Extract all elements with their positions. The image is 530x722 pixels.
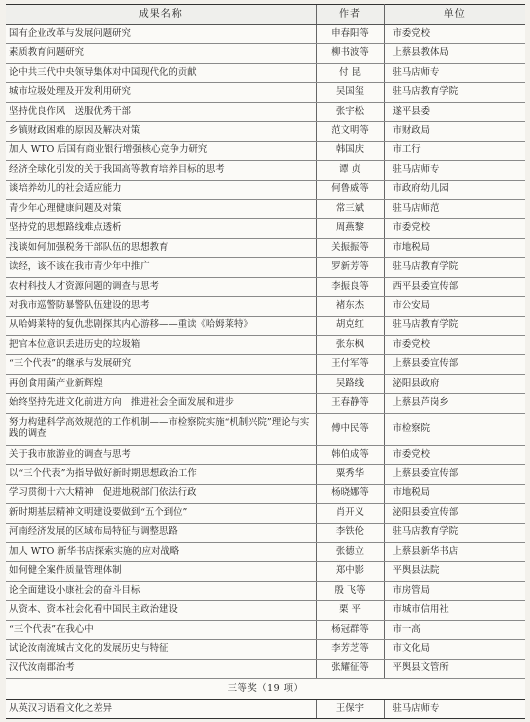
cell-author: 谭 贞 [316,161,384,180]
cell-title: 始终坚持先进文化前进方向 推进社会全面发展和进步 [6,394,316,413]
table-row [6,413,525,445]
cell-author: 韩伯成等 [316,445,384,464]
cell-author: 李芳芝等 [316,640,384,659]
cell-author: 王保宇 [316,700,384,719]
table-row [6,297,525,316]
table-row [6,700,525,719]
table-header-row [6,5,525,25]
cell-title: 从资本、资本社会化看中国民主政治建设 [6,601,316,620]
cell-unit: 驻马店教育学院 [384,316,525,335]
cell-unit: 平舆县法院 [384,562,525,581]
cell-unit: 市地税局 [384,484,525,503]
cell-author: 周燕黎 [316,219,384,238]
cell-author: 张东枫 [316,336,384,355]
cell-title: 经济全球化引发的关于我国高等教育培养目标的思考 [6,161,316,180]
cell-title: 国有企业改革与发展问题研究 [6,25,316,44]
table-row [6,640,525,659]
cell-unit: 市工行 [384,141,525,160]
cell-title: 谈培养幼儿的社会适应能力 [6,180,316,199]
cell-unit: 驻马店师范 [384,199,525,218]
cell-author: 何鲁威等 [316,180,384,199]
table-row [6,102,525,121]
cell-unit: 市城市信用社 [384,601,525,620]
table-row [6,620,525,639]
cell-title: 浅谈如何加强税务干部队伍的思想教育 [6,238,316,257]
table-row [6,465,525,484]
cell-author: 肖开义 [316,504,384,523]
cell-unit: 上蔡县教体局 [384,44,525,63]
cell-title: 青少年心理健康问题及对策 [6,199,316,218]
cell-author: 关振振等 [316,238,384,257]
cell-unit: 驻马店师专 [384,63,525,82]
cell-author: 柳书波等 [316,44,384,63]
cell-title: 以“三个代表”为指导做好新时期思想政治工作 [6,465,316,484]
cell-author: 张耀征等 [316,659,384,678]
table-row [6,122,525,141]
cell-author: 吴国玺 [316,83,384,102]
cell-unit: 驻马店师专 [384,161,525,180]
cell-author: 付 昆 [316,63,384,82]
cell-title: 读经，该不该在我市青少年中推广 [6,258,316,277]
table-row [6,83,525,102]
cell-unit: 西平县委宣传部 [384,277,525,296]
cell-author: 胡克红 [316,316,384,335]
cell-unit: 驻马店教育学院 [384,83,525,102]
table-row [6,238,525,257]
table-row [6,504,525,523]
cell-unit: 市一高 [384,620,525,639]
cell-unit: 市房管局 [384,581,525,600]
cell-author: 张宇松 [316,102,384,121]
cell-author: 杨晓娜等 [316,484,384,503]
cell-author: 范文明等 [316,122,384,141]
cell-author: 杨冠群等 [316,620,384,639]
cell-author: 殷 飞等 [316,581,384,600]
table-row [6,581,525,600]
section-heading: 三等奖（19 项） [6,679,525,700]
cell-title: 对我市巡警防暴警队伍建设的思考 [6,297,316,316]
table-row [6,562,525,581]
table-row [6,601,525,620]
table-row [6,542,525,561]
cell-unit: 市公安局 [384,297,525,316]
cell-title: 新时期基层精神文明建设要做到“五个到位” [6,504,316,523]
table-row [6,25,525,44]
cell-title: 再创食用菌产业新辉煌 [6,374,316,393]
cell-title: 论全面建设小康社会的奋斗目标 [6,581,316,600]
table-row [6,445,525,464]
cell-unit: 市文化局 [384,640,525,659]
cell-unit: 泌阳县政府 [384,374,525,393]
table-body [6,25,525,719]
cell-author: 李铁伦 [316,523,384,542]
table-row [6,63,525,82]
cell-title: 把官本位意识丢进历史的垃圾箱 [6,336,316,355]
cell-author: 罗新芳等 [316,258,384,277]
cell-unit: 市委党校 [384,336,525,355]
cell-title: 如何健全案件质量管理体制 [6,562,316,581]
cell-author: 栗 平 [316,601,384,620]
cell-title: “三个代表”在我心中 [6,620,316,639]
cell-unit: 遂平县委 [384,102,525,121]
cell-unit: 市财政局 [384,122,525,141]
cell-title: 河南经济发展的区域布局特征与调整思路 [6,523,316,542]
table-row [6,484,525,503]
cell-title: 乡镇财政困难的原因及解决对策 [6,122,316,141]
cell-unit: 市检察院 [384,413,525,445]
cell-unit: 市政府幼儿园 [384,180,525,199]
cell-unit: 市委党校 [384,219,525,238]
section-heading-row [6,679,525,700]
table-row [6,277,525,296]
cell-title: 汉代汝南郡治考 [6,659,316,678]
cell-author: 王春静等 [316,394,384,413]
table-row [6,336,525,355]
table-row [6,394,525,413]
table-row [6,219,525,238]
table-row [6,523,525,542]
cell-unit: 驻马店教育学院 [384,523,525,542]
cell-unit: 市委党校 [384,445,525,464]
cell-unit: 驻马店教育学院 [384,258,525,277]
cell-author: 常三斌 [316,199,384,218]
header-title: 成果名称 [6,5,316,25]
table-row [6,180,525,199]
table-row [6,374,525,393]
table-row [6,258,525,277]
cell-unit: 上蔡县委宣传部 [384,355,525,374]
cell-author: 李振良等 [316,277,384,296]
cell-author: 申春阳等 [316,25,384,44]
cell-title: 努力构建科学高效规范的工作机制——市检察院实施“机制兴院”理论与实践的调查 [6,413,316,445]
cell-unit: 上蔡县芦岗乡 [384,394,525,413]
cell-title: 加人 WTO 后国有商业银行增强核心竞争力研究 [6,141,316,160]
cell-title: 农村科技人才资源问题的调查与思考 [6,277,316,296]
cell-title: 试论汝南流城古文化的发展历史与特征 [6,640,316,659]
cell-title: 坚持优良作风 送服优秀干部 [6,102,316,121]
table-row [6,141,525,160]
cell-title: 加人 WTO 新华书店探索实施的应对战略 [6,542,316,561]
cell-title: 坚持党的思想路线难点透析 [6,219,316,238]
table-row [6,659,525,678]
cell-author: 王付军等 [316,355,384,374]
results-table [6,4,525,719]
cell-title: 从英汉习语看文化之差异 [6,700,316,719]
cell-unit: 市地税局 [384,238,525,257]
document-page [6,4,525,719]
cell-title: 城市垃圾处理及开发利用研究 [6,83,316,102]
cell-unit: 上蔡县新华书店 [384,542,525,561]
cell-unit: 市委党校 [384,25,525,44]
cell-author: 郑中影 [316,562,384,581]
cell-title: “三个代表”的继承与发展研究 [6,355,316,374]
cell-author: 褚东杰 [316,297,384,316]
cell-title: 关于我市旅游业的调查与思考 [6,445,316,464]
cell-title: 论中共三代中央领导集体对中国现代化的贡献 [6,63,316,82]
cell-author: 张德立 [316,542,384,561]
table-row [6,355,525,374]
cell-author: 韩国庆 [316,141,384,160]
cell-title: 素质教育问题研究 [6,44,316,63]
header-unit: 单位 [384,5,525,25]
cell-unit: 上蔡县委宣传部 [384,465,525,484]
table-row [6,44,525,63]
cell-author: 粟秀华 [316,465,384,484]
cell-title: 学习贯彻十六大精神 促进地税部门依法行政 [6,484,316,503]
table-row [6,199,525,218]
cell-author: 傅中民等 [316,413,384,445]
table-row [6,316,525,335]
header-author: 作者 [316,5,384,25]
cell-unit: 平舆县文管所 [384,659,525,678]
cell-title: 从哈姆莱特的复仇悲剧探其内心游移——重读《哈姆莱特》 [6,316,316,335]
cell-author: 吴路线 [316,374,384,393]
table-row [6,161,525,180]
cell-unit: 驻马店师专 [384,700,525,719]
cell-unit: 泌阳县委宣传部 [384,504,525,523]
